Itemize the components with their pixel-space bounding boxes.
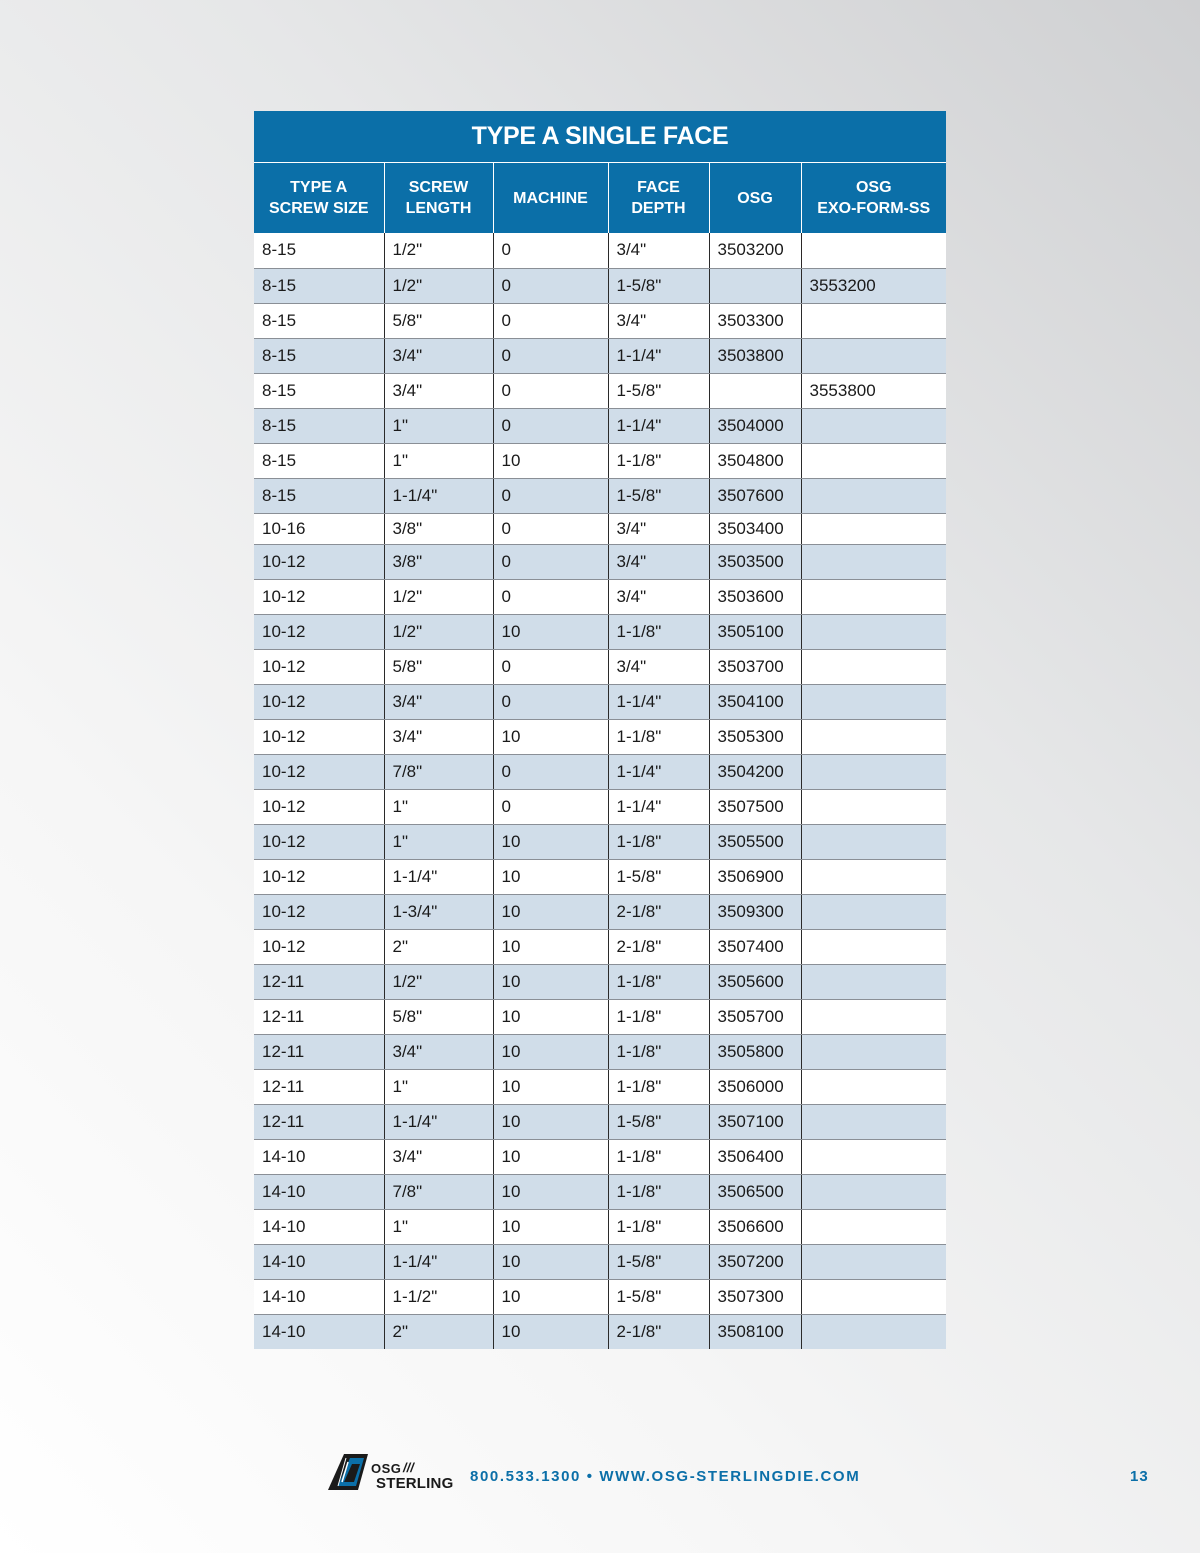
cell-face-depth: 1-1/8" xyxy=(608,1174,709,1209)
cell-exo-form xyxy=(801,408,946,443)
cell-exo-form xyxy=(801,579,946,614)
cell-screw-size: 12-11 xyxy=(254,999,384,1034)
cell-screw-size: 14-10 xyxy=(254,1244,384,1279)
cell-machine: 0 xyxy=(493,579,608,614)
cell-exo-form xyxy=(801,789,946,824)
cell-osg: 3507100 xyxy=(709,1104,801,1139)
cell-screw-length: 3/4" xyxy=(384,338,493,373)
cell-osg: 3504200 xyxy=(709,754,801,789)
cell-screw-length: 7/8" xyxy=(384,1174,493,1209)
cell-machine: 0 xyxy=(493,478,608,513)
cell-machine: 0 xyxy=(493,789,608,824)
cell-screw-size: 12-11 xyxy=(254,1034,384,1069)
cell-screw-size: 8-15 xyxy=(254,478,384,513)
table-row xyxy=(254,684,946,719)
cell-screw-size: 10-12 xyxy=(254,544,384,579)
cell-face-depth: 1-1/8" xyxy=(608,1069,709,1104)
cell-face-depth: 1-1/8" xyxy=(608,443,709,478)
cell-face-depth: 1-1/4" xyxy=(608,684,709,719)
cell-screw-size: 10-12 xyxy=(254,859,384,894)
cell-face-depth: 3/4" xyxy=(608,303,709,338)
cell-exo-form xyxy=(801,929,946,964)
spec-table-container xyxy=(254,111,946,1349)
footer-contact: 800.533.1300 • WWW.OSG-STERLINGDIE.COM xyxy=(470,1468,861,1485)
cell-osg: 3503200 xyxy=(709,233,801,268)
cell-face-depth: 1-5/8" xyxy=(608,1244,709,1279)
table-row xyxy=(254,303,946,338)
cell-osg: 3506600 xyxy=(709,1209,801,1244)
table-row xyxy=(254,513,946,544)
cell-machine: 0 xyxy=(493,373,608,408)
cell-exo-form xyxy=(801,824,946,859)
cell-screw-size: 12-11 xyxy=(254,964,384,999)
table-row xyxy=(254,233,946,268)
cell-screw-length: 2" xyxy=(384,1314,493,1349)
cell-exo-form xyxy=(801,684,946,719)
cell-machine: 10 xyxy=(493,1034,608,1069)
cell-face-depth: 1-1/8" xyxy=(608,824,709,859)
cell-exo-form: 3553200 xyxy=(801,268,946,303)
cell-screw-length: 1" xyxy=(384,1209,493,1244)
cell-machine: 0 xyxy=(493,408,608,443)
cell-face-depth: 1-1/4" xyxy=(608,789,709,824)
cell-machine: 0 xyxy=(493,233,608,268)
cell-face-depth: 1-1/4" xyxy=(608,338,709,373)
cell-osg: 3503500 xyxy=(709,544,801,579)
table-row xyxy=(254,929,946,964)
cell-screw-length: 5/8" xyxy=(384,649,493,684)
cell-machine: 10 xyxy=(493,1244,608,1279)
logo-slashes: /// xyxy=(403,1460,414,1475)
cell-machine: 10 xyxy=(493,999,608,1034)
cell-exo-form xyxy=(801,964,946,999)
cell-exo-form xyxy=(801,513,946,544)
cell-screw-length: 1/2" xyxy=(384,614,493,649)
cell-face-depth: 2-1/8" xyxy=(608,929,709,964)
table-row xyxy=(254,1034,946,1069)
cell-face-depth: 1-1/4" xyxy=(608,754,709,789)
cell-screw-size: 8-15 xyxy=(254,338,384,373)
table-row xyxy=(254,1174,946,1209)
cell-exo-form xyxy=(801,1069,946,1104)
table-row xyxy=(254,1104,946,1139)
cell-osg: 3505600 xyxy=(709,964,801,999)
cell-machine: 10 xyxy=(493,719,608,754)
cell-screw-length: 3/4" xyxy=(384,373,493,408)
cell-osg: 3507500 xyxy=(709,789,801,824)
cell-face-depth: 2-1/8" xyxy=(608,894,709,929)
cell-machine: 10 xyxy=(493,824,608,859)
cell-exo-form xyxy=(801,999,946,1034)
cell-screw-length: 7/8" xyxy=(384,754,493,789)
cell-face-depth: 2-1/8" xyxy=(608,1314,709,1349)
cell-exo-form xyxy=(801,859,946,894)
cell-screw-length: 1" xyxy=(384,789,493,824)
cell-osg: 3504100 xyxy=(709,684,801,719)
cell-osg: 3509300 xyxy=(709,894,801,929)
table-title: TYPE A SINGLE FACE xyxy=(254,111,946,163)
cell-machine: 0 xyxy=(493,268,608,303)
cell-screw-length: 1-3/4" xyxy=(384,894,493,929)
table-row xyxy=(254,859,946,894)
cell-exo-form xyxy=(801,1139,946,1174)
cell-machine: 10 xyxy=(493,1069,608,1104)
cell-osg: 3503600 xyxy=(709,579,801,614)
cell-exo-form xyxy=(801,544,946,579)
cell-face-depth: 1-1/8" xyxy=(608,614,709,649)
table-row xyxy=(254,338,946,373)
cell-osg: 3506900 xyxy=(709,859,801,894)
cell-screw-length: 1" xyxy=(384,1069,493,1104)
cell-screw-size: 10-12 xyxy=(254,684,384,719)
cell-face-depth: 1-1/8" xyxy=(608,999,709,1034)
cell-machine: 10 xyxy=(493,1209,608,1244)
table-row xyxy=(254,824,946,859)
table-row xyxy=(254,649,946,684)
cell-screw-length: 2" xyxy=(384,929,493,964)
table-row xyxy=(254,894,946,929)
cell-screw-length: 3/8" xyxy=(384,513,493,544)
cell-screw-length: 1" xyxy=(384,443,493,478)
column-header-screw-length: SCREW LENGTH xyxy=(384,163,493,234)
cell-screw-size: 8-15 xyxy=(254,373,384,408)
cell-machine: 0 xyxy=(493,338,608,373)
cell-screw-length: 1/2" xyxy=(384,268,493,303)
cell-exo-form xyxy=(801,894,946,929)
cell-screw-size: 10-12 xyxy=(254,754,384,789)
cell-screw-size: 10-16 xyxy=(254,513,384,544)
cell-exo-form xyxy=(801,614,946,649)
cell-screw-length: 5/8" xyxy=(384,999,493,1034)
cell-machine: 10 xyxy=(493,1279,608,1314)
cell-screw-size: 10-12 xyxy=(254,789,384,824)
cell-screw-length: 1-1/4" xyxy=(384,478,493,513)
cell-face-depth: 3/4" xyxy=(608,579,709,614)
cell-screw-size: 10-12 xyxy=(254,894,384,929)
cell-exo-form xyxy=(801,719,946,754)
logo-sterling-text: STERLING xyxy=(376,1475,454,1492)
cell-machine: 10 xyxy=(493,894,608,929)
logo-mark-icon xyxy=(328,1452,376,1492)
table-row xyxy=(254,719,946,754)
column-header-row xyxy=(254,163,946,234)
cell-screw-size: 8-15 xyxy=(254,408,384,443)
cell-screw-size: 10-12 xyxy=(254,649,384,684)
cell-screw-size: 10-12 xyxy=(254,579,384,614)
cell-exo-form xyxy=(801,754,946,789)
cell-osg: 3503300 xyxy=(709,303,801,338)
table-row xyxy=(254,754,946,789)
cell-screw-length: 3/4" xyxy=(384,1034,493,1069)
cell-face-depth: 1-1/4" xyxy=(608,408,709,443)
cell-exo-form xyxy=(801,1279,946,1314)
cell-machine: 0 xyxy=(493,649,608,684)
table-row xyxy=(254,1069,946,1104)
cell-machine: 0 xyxy=(493,754,608,789)
table-row xyxy=(254,579,946,614)
table-row xyxy=(254,544,946,579)
osg-sterling-logo xyxy=(328,1450,458,1494)
cell-screw-length: 1/2" xyxy=(384,964,493,999)
cell-machine: 0 xyxy=(493,303,608,338)
column-header-screw-size: TYPE A SCREW SIZE xyxy=(254,163,384,234)
cell-screw-size: 14-10 xyxy=(254,1209,384,1244)
cell-osg: 3505800 xyxy=(709,1034,801,1069)
table-row xyxy=(254,964,946,999)
cell-screw-length: 3/4" xyxy=(384,1139,493,1174)
table-row xyxy=(254,408,946,443)
cell-machine: 10 xyxy=(493,1174,608,1209)
cell-face-depth: 1-1/8" xyxy=(608,1034,709,1069)
cell-osg: 3503700 xyxy=(709,649,801,684)
cell-machine: 10 xyxy=(493,1314,608,1349)
table-row xyxy=(254,614,946,649)
cell-screw-size: 10-12 xyxy=(254,614,384,649)
table-row xyxy=(254,999,946,1034)
cell-screw-length: 1-1/4" xyxy=(384,1104,493,1139)
cell-face-depth: 3/4" xyxy=(608,513,709,544)
table-row xyxy=(254,1209,946,1244)
cell-face-depth: 3/4" xyxy=(608,233,709,268)
cell-face-depth: 1-1/8" xyxy=(608,719,709,754)
cell-face-depth: 1-1/8" xyxy=(608,964,709,999)
cell-osg: 3506000 xyxy=(709,1069,801,1104)
table-body xyxy=(254,233,946,1349)
cell-screw-size: 8-15 xyxy=(254,268,384,303)
cell-machine: 10 xyxy=(493,859,608,894)
cell-face-depth: 1-5/8" xyxy=(608,373,709,408)
cell-screw-size: 8-15 xyxy=(254,303,384,338)
cell-exo-form xyxy=(801,443,946,478)
cell-osg: 3507400 xyxy=(709,929,801,964)
cell-screw-size: 10-12 xyxy=(254,719,384,754)
cell-exo-form xyxy=(801,1314,946,1349)
cell-machine: 10 xyxy=(493,964,608,999)
cell-osg: 3507200 xyxy=(709,1244,801,1279)
cell-exo-form xyxy=(801,1209,946,1244)
cell-screw-size: 8-15 xyxy=(254,443,384,478)
cell-face-depth: 1-5/8" xyxy=(608,859,709,894)
cell-osg: 3505300 xyxy=(709,719,801,754)
cell-exo-form xyxy=(801,233,946,268)
cell-face-depth: 1-5/8" xyxy=(608,1279,709,1314)
cell-screw-size: 12-11 xyxy=(254,1104,384,1139)
cell-screw-length: 1" xyxy=(384,824,493,859)
cell-machine: 0 xyxy=(493,513,608,544)
cell-osg xyxy=(709,268,801,303)
cell-screw-size: 14-10 xyxy=(254,1174,384,1209)
table-row xyxy=(254,1314,946,1349)
cell-screw-length: 1-1/4" xyxy=(384,859,493,894)
table-row xyxy=(254,789,946,824)
cell-screw-length: 1" xyxy=(384,408,493,443)
cell-screw-size: 12-11 xyxy=(254,1069,384,1104)
column-header-face-depth: FACE DEPTH xyxy=(608,163,709,234)
cell-osg: 3504800 xyxy=(709,443,801,478)
cell-face-depth: 1-5/8" xyxy=(608,478,709,513)
cell-screw-size: 10-12 xyxy=(254,824,384,859)
page-number: 13 xyxy=(1130,1468,1149,1485)
cell-osg: 3506500 xyxy=(709,1174,801,1209)
cell-osg: 3508100 xyxy=(709,1314,801,1349)
column-header-machine: MACHINE xyxy=(493,163,608,234)
cell-screw-length: 1-1/2" xyxy=(384,1279,493,1314)
cell-screw-length: 1/2" xyxy=(384,233,493,268)
cell-screw-length: 1/2" xyxy=(384,579,493,614)
cell-osg xyxy=(709,373,801,408)
cell-face-depth: 1-1/8" xyxy=(608,1139,709,1174)
column-header-osg: OSG xyxy=(709,163,801,234)
cell-machine: 10 xyxy=(493,1104,608,1139)
cell-face-depth: 1-5/8" xyxy=(608,1104,709,1139)
spec-table xyxy=(254,111,946,1349)
cell-screw-size: 14-10 xyxy=(254,1279,384,1314)
cell-screw-length: 3/8" xyxy=(384,544,493,579)
cell-exo-form: 3553800 xyxy=(801,373,946,408)
cell-machine: 10 xyxy=(493,1139,608,1174)
page-footer xyxy=(328,1450,1158,1496)
cell-exo-form xyxy=(801,338,946,373)
table-row xyxy=(254,1139,946,1174)
table-row xyxy=(254,1244,946,1279)
cell-screw-length: 3/4" xyxy=(384,719,493,754)
cell-osg: 3505100 xyxy=(709,614,801,649)
cell-screw-size: 14-10 xyxy=(254,1314,384,1349)
cell-osg: 3505700 xyxy=(709,999,801,1034)
cell-osg: 3505500 xyxy=(709,824,801,859)
cell-screw-length: 1-1/4" xyxy=(384,1244,493,1279)
cell-osg: 3503800 xyxy=(709,338,801,373)
cell-exo-form xyxy=(801,649,946,684)
logo-osg-text: OSG xyxy=(371,1461,402,1476)
cell-face-depth: 1-5/8" xyxy=(608,268,709,303)
cell-exo-form xyxy=(801,478,946,513)
cell-machine: 0 xyxy=(493,544,608,579)
table-row xyxy=(254,1279,946,1314)
cell-machine: 10 xyxy=(493,614,608,649)
cell-screw-size: 14-10 xyxy=(254,1139,384,1174)
table-row xyxy=(254,478,946,513)
cell-machine: 10 xyxy=(493,443,608,478)
cell-screw-size: 10-12 xyxy=(254,929,384,964)
cell-face-depth: 1-1/8" xyxy=(608,1209,709,1244)
table-row xyxy=(254,268,946,303)
column-header-exo-form: OSG EXO-FORM-SS xyxy=(801,163,946,234)
cell-machine: 0 xyxy=(493,684,608,719)
cell-face-depth: 3/4" xyxy=(608,649,709,684)
cell-osg: 3503400 xyxy=(709,513,801,544)
table-row xyxy=(254,443,946,478)
cell-screw-length: 5/8" xyxy=(384,303,493,338)
cell-screw-size: 8-15 xyxy=(254,233,384,268)
cell-exo-form xyxy=(801,1174,946,1209)
cell-exo-form xyxy=(801,1244,946,1279)
cell-osg: 3507300 xyxy=(709,1279,801,1314)
cell-osg: 3507600 xyxy=(709,478,801,513)
cell-machine: 10 xyxy=(493,929,608,964)
cell-exo-form xyxy=(801,303,946,338)
cell-exo-form xyxy=(801,1104,946,1139)
cell-osg: 3506400 xyxy=(709,1139,801,1174)
cell-screw-length: 3/4" xyxy=(384,684,493,719)
cell-exo-form xyxy=(801,1034,946,1069)
cell-face-depth: 3/4" xyxy=(608,544,709,579)
cell-osg: 3504000 xyxy=(709,408,801,443)
table-row xyxy=(254,373,946,408)
